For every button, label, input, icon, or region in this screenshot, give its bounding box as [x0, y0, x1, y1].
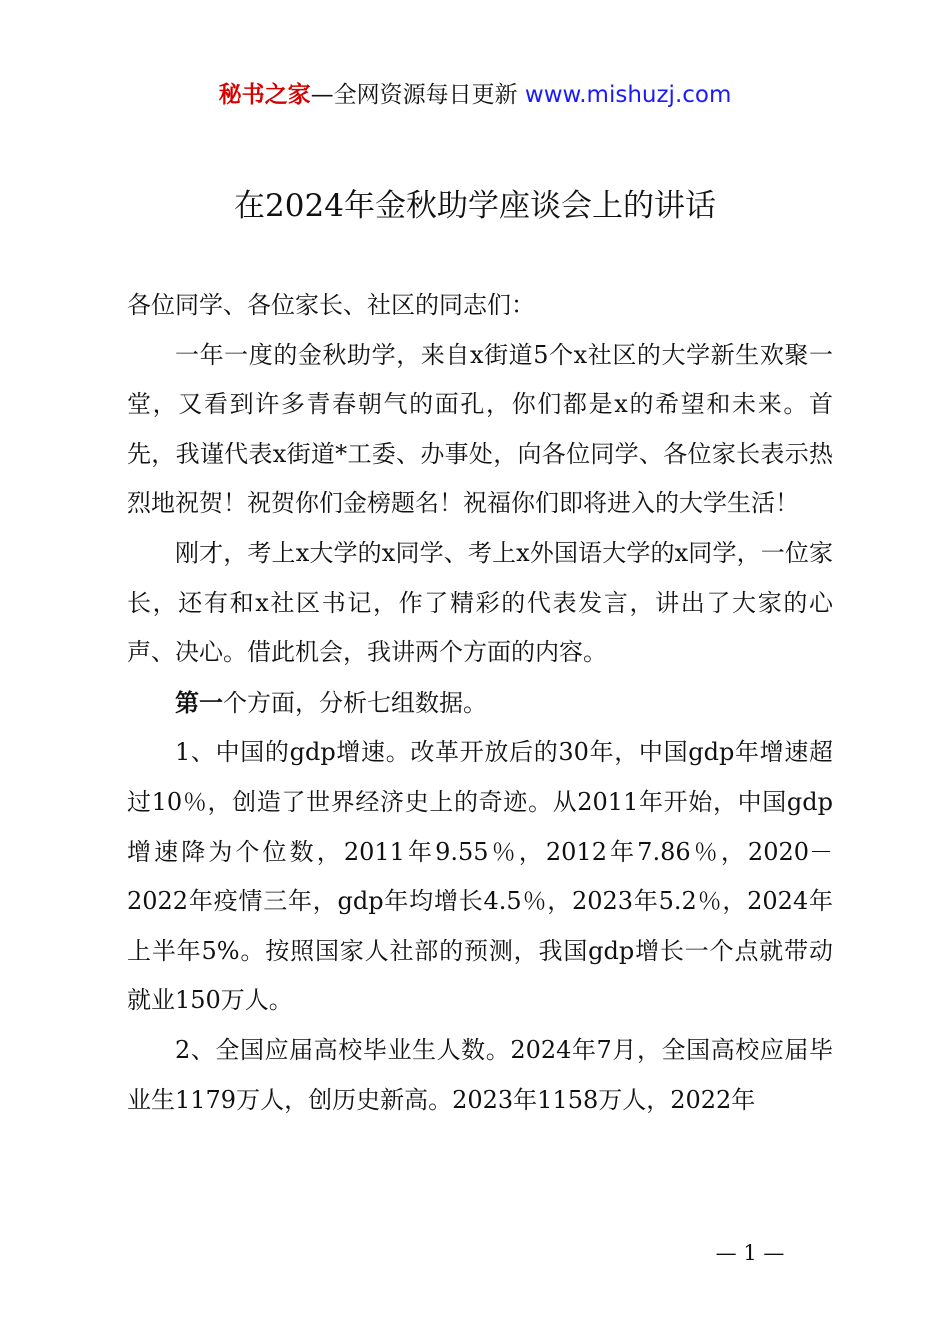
paragraph: 刚才，考上x大学的x同学、考上x外国语大学的x同学，一位家长，还有和x社区书记，作了精彩的代表发言，讲出了大家的心声、决心。借此机会，我讲两个方面的内容。	[127, 538, 833, 667]
brand-name: 秘书之家	[218, 82, 311, 108]
site-url[interactable]: www.mishuzj.com	[524, 82, 732, 108]
section-heading-text: 个方面，分析七组数据。	[223, 688, 487, 717]
section-heading	[127, 678, 833, 729]
list-item: 1、中国的gdp增速。改革开放后的30年，中国gdp年增速超过10％，创造了世界经济史上的奇迹。从2011年开始，中国gdp增速降为个位数，2011年9.55％，2012年7.86％，2020－2022年疫情三年，gdp年均增长4.5％，2023年5.2％，2024年上半年5%。按照国家人社部的预测，我国gdp增长一个点就带动就业150万人。	[127, 738, 833, 1015]
list-item: 2、全国应届高校毕业生人数。2024年7月，全国高校应届毕业生1179万人，创历史新高。2023年1158万人，2022年	[127, 1035, 833, 1114]
section-heading-bold: 第一	[175, 687, 223, 717]
site-banner	[0, 80, 950, 110]
document-title: 在2024年金秋助学座谈会上的讲话	[234, 188, 716, 224]
page-number: — 1 —	[715, 1241, 785, 1265]
document-body	[127, 281, 833, 1125]
greeting: 各位同学、各位家长、社区的同志们：	[127, 291, 535, 319]
paragraph: 一年一度的金秋助学，来自x街道5个x社区的大学新生欢聚一堂，又看到许多青春朝气的面孔，你们都是x的希望和未来。首先，我谨代表x街道*工委、办事处，向各位同学、各位家长表示热烈地祝贺！祝贺你们金榜题名！祝福你们即将进入的大学生活！	[127, 340, 833, 518]
brand-slogan: —全网资源每日更新	[310, 82, 518, 108]
